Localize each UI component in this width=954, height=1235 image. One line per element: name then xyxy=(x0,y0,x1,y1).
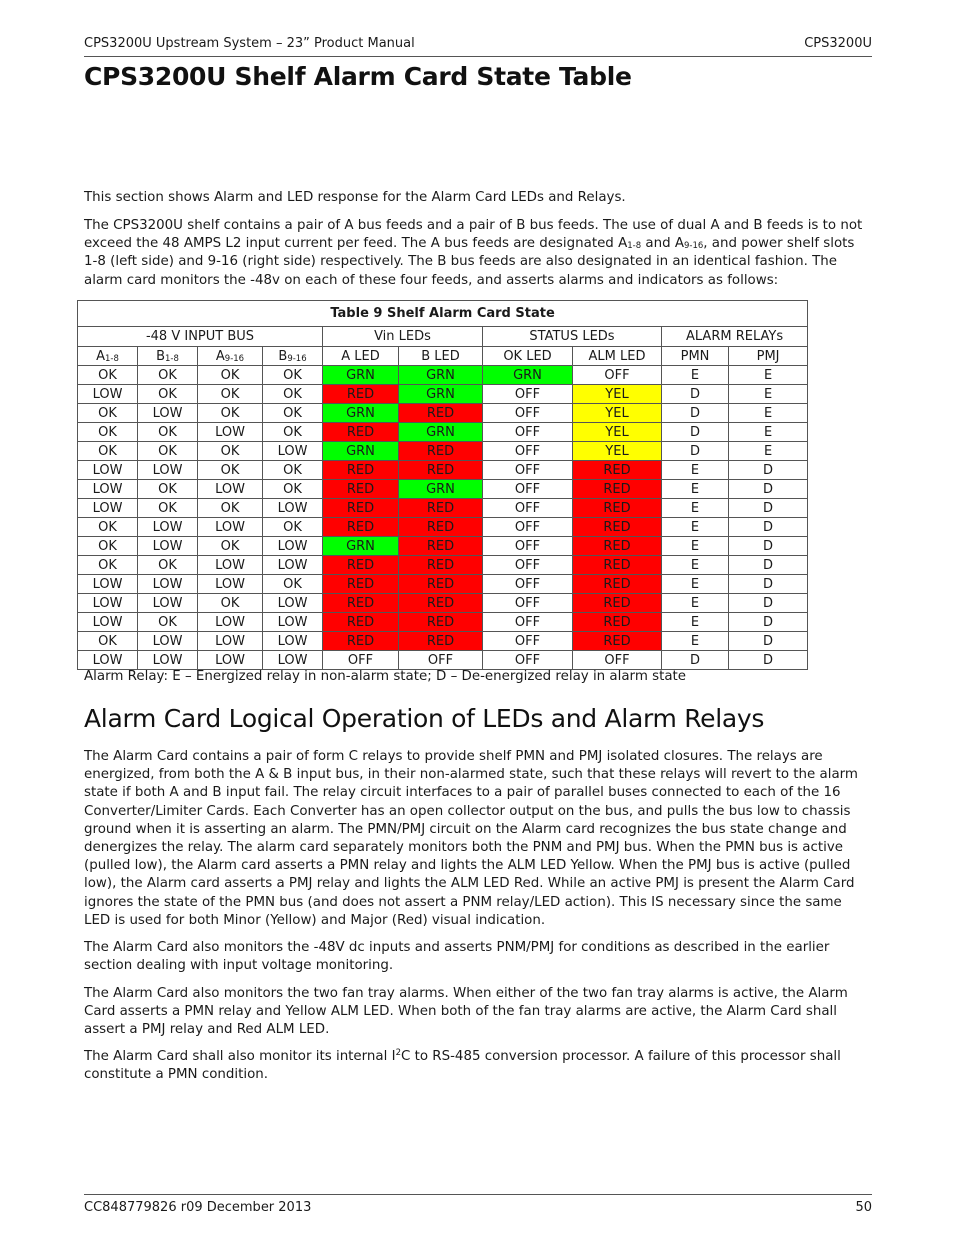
logic-paragraph-2: The Alarm Card also monitors the -48V dc inputs and asserts PNM/PMJ for conditions as described in the earlier section dealing with input voltage monitoring. xyxy=(84,940,830,974)
table-cell: OK xyxy=(78,442,138,461)
table-cell: YEL xyxy=(573,423,662,442)
column-header xyxy=(662,347,729,366)
column-header xyxy=(729,347,808,366)
table-cell: GRN xyxy=(323,366,399,385)
table-cell: OK xyxy=(198,385,263,404)
table-cell: GRN xyxy=(399,366,483,385)
table-cell: RED xyxy=(323,556,399,575)
footer-doc-id: CC848779826 r09 December 2013 xyxy=(84,1200,312,1215)
table-cell: RED xyxy=(573,537,662,556)
table-cell: YEL xyxy=(573,404,662,423)
table-cell: OFF xyxy=(483,442,573,461)
column-header xyxy=(138,347,198,366)
table-cell: OFF xyxy=(483,461,573,480)
table-cell: D xyxy=(729,651,808,670)
table-cell: RED xyxy=(399,404,483,423)
table-row xyxy=(78,575,808,594)
table-cell: OFF xyxy=(483,575,573,594)
group-status-leds: STATUS LEDs xyxy=(483,327,662,347)
table-cell: LOW xyxy=(78,575,138,594)
table-cell: OFF xyxy=(323,651,399,670)
table-cell: E xyxy=(662,613,729,632)
table-cell: LOW xyxy=(138,518,198,537)
column-header-label: PMJ xyxy=(756,348,780,364)
table-cell: E xyxy=(662,480,729,499)
table-cell: D xyxy=(729,613,808,632)
table-cell: LOW xyxy=(263,594,323,613)
column-header xyxy=(263,347,323,366)
table-cell: OK xyxy=(198,442,263,461)
table-cell: YEL xyxy=(573,385,662,404)
table-cell: LOW xyxy=(138,632,198,651)
column-header xyxy=(483,347,573,366)
table-cell: OK xyxy=(138,442,198,461)
table-cell: LOW xyxy=(263,556,323,575)
table-cell: YEL xyxy=(573,442,662,461)
table-cell: OFF xyxy=(483,651,573,670)
table-cell: D xyxy=(729,556,808,575)
table-cell: RED xyxy=(323,480,399,499)
table-cell: D xyxy=(729,537,808,556)
column-header-label: A xyxy=(96,348,105,364)
table-cell: RED xyxy=(399,613,483,632)
table-group-header-row xyxy=(78,327,808,347)
table-cell: RED xyxy=(399,442,483,461)
table-row xyxy=(78,461,808,480)
table-cell: RED xyxy=(573,613,662,632)
table-cell: E xyxy=(662,518,729,537)
table-cell: LOW xyxy=(198,613,263,632)
table-cell: D xyxy=(662,423,729,442)
table-row xyxy=(78,632,808,651)
table-cell: RED xyxy=(323,594,399,613)
table-cell: OK xyxy=(138,366,198,385)
table-cell: LOW xyxy=(138,651,198,670)
table-cell: LOW xyxy=(78,480,138,499)
logic-paragraph-4: The Alarm Card shall also monitor its internal $I^2C$ to RS-485 conversion processor. A failure of this processor shall constitute a PMN condition. xyxy=(84,1048,841,1083)
column-header xyxy=(78,347,138,366)
table-cell: LOW xyxy=(78,499,138,518)
column-header-label: ALM LED xyxy=(588,348,646,364)
table-cell: LOW xyxy=(78,651,138,670)
table-cell: RED xyxy=(323,632,399,651)
table-cell: OFF xyxy=(483,537,573,556)
table-row xyxy=(78,613,808,632)
table-row xyxy=(78,423,808,442)
table-cell: OK xyxy=(138,556,198,575)
group-alarm-relays: ALARM RELAYs xyxy=(662,327,808,347)
table-cell: OK xyxy=(138,499,198,518)
table-cell: GRN xyxy=(323,537,399,556)
column-header-subscript: 1-8 xyxy=(165,353,179,364)
table-cell: LOW xyxy=(138,575,198,594)
table-row xyxy=(78,404,808,423)
table-cell: E xyxy=(662,366,729,385)
table-cell: OK xyxy=(263,518,323,537)
table-row xyxy=(78,480,808,499)
footer-page-number: 50 xyxy=(855,1200,872,1215)
section-title-state-table: CPS3200U Shelf Alarm Card State Table xyxy=(84,62,632,91)
table-cell: LOW xyxy=(78,385,138,404)
column-header xyxy=(323,347,399,366)
table-cell: OK xyxy=(263,404,323,423)
column-header-label: B xyxy=(156,348,166,364)
table-cell: GRN xyxy=(399,385,483,404)
table-cell: D xyxy=(729,518,808,537)
table-cell: OK xyxy=(263,423,323,442)
table-cell: OK xyxy=(198,594,263,613)
table-row xyxy=(78,594,808,613)
table-cell: OFF xyxy=(483,556,573,575)
table-cell: D xyxy=(729,499,808,518)
table-cell: D xyxy=(729,480,808,499)
table-cell: E xyxy=(729,366,808,385)
table-cell: LOW xyxy=(138,537,198,556)
table-cell: RED xyxy=(399,537,483,556)
table-cell: OK xyxy=(198,366,263,385)
table-cell: RED xyxy=(573,632,662,651)
table-column-header-row xyxy=(78,347,808,366)
table-cell: LOW xyxy=(138,404,198,423)
table-cell: GRN xyxy=(323,442,399,461)
table-cell: D xyxy=(662,651,729,670)
column-header xyxy=(573,347,662,366)
table-cell: OK xyxy=(138,385,198,404)
table-cell: OFF xyxy=(483,423,573,442)
table-cell: RED xyxy=(573,575,662,594)
table-cell: LOW xyxy=(198,632,263,651)
table-cell: RED xyxy=(573,594,662,613)
table-caption: Table 9 Shelf Alarm Card State xyxy=(78,301,808,327)
table-cell: OK xyxy=(78,423,138,442)
table-cell: E xyxy=(729,385,808,404)
table-cell: LOW xyxy=(198,423,263,442)
table-cell: E xyxy=(662,461,729,480)
page-header xyxy=(84,36,872,57)
alarm-state-table xyxy=(77,300,808,670)
table-cell: OK xyxy=(78,518,138,537)
table-cell: LOW xyxy=(263,632,323,651)
table-cell: LOW xyxy=(198,651,263,670)
table-row xyxy=(78,537,808,556)
header-product: CPS3200U xyxy=(804,36,872,51)
table-row xyxy=(78,556,808,575)
table-cell: GRN xyxy=(399,423,483,442)
table-cell: OFF xyxy=(483,632,573,651)
table-cell: LOW xyxy=(263,613,323,632)
table-cell: LOW xyxy=(138,594,198,613)
table-cell: OFF xyxy=(483,385,573,404)
table-cell: RED xyxy=(323,461,399,480)
table-cell: LOW xyxy=(198,575,263,594)
intro-paragraph: This section shows Alarm and LED response for the Alarm Card LEDs and Relays. xyxy=(84,190,626,205)
table-cell: OFF xyxy=(483,613,573,632)
table-cell: GRN xyxy=(323,404,399,423)
table-body xyxy=(78,366,808,670)
table-cell: RED xyxy=(323,423,399,442)
table-cell: E xyxy=(662,537,729,556)
table-cell: E xyxy=(729,404,808,423)
table-cell: D xyxy=(729,594,808,613)
column-header-label: B xyxy=(278,348,288,364)
column-header-label: B LED xyxy=(421,348,460,364)
table-cell: RED xyxy=(399,594,483,613)
header-title: CPS3200U Upstream System – 23” Product Manual xyxy=(84,36,415,51)
table-cell: OK xyxy=(78,556,138,575)
table-cell: RED xyxy=(399,632,483,651)
table-cell: RED xyxy=(323,385,399,404)
table-cell: D xyxy=(662,385,729,404)
table-cell: OFF xyxy=(573,366,662,385)
table-cell: OK xyxy=(138,480,198,499)
section-title-logical-operation: Alarm Card Logical Operation of LEDs and Alarm Relays xyxy=(84,704,765,733)
table-cell: RED xyxy=(399,575,483,594)
relay-legend-note: Alarm Relay: E – Energized relay in non-alarm state; D – De-energized relay in alarm state xyxy=(84,669,687,684)
table-row xyxy=(78,518,808,537)
logic-paragraph-3: The Alarm Card also monitors the two fan tray alarms. When either of the two fan tray alarms is active, the Alarm Card asserts a PMN relay and Yellow ALM LED. When both of the fan tray alarms are active, the Alarm Card shall assert a PMJ relay and Red ALM LED. xyxy=(84,986,848,1038)
table-cell: RED xyxy=(323,499,399,518)
table-cell: D xyxy=(729,632,808,651)
table-cell: OFF xyxy=(573,651,662,670)
column-header-subscript: 9-16 xyxy=(287,353,307,364)
table-cell: RED xyxy=(573,480,662,499)
group-vin-leds: Vin LEDs xyxy=(323,327,483,347)
table-cell: OFF xyxy=(399,651,483,670)
column-header xyxy=(198,347,263,366)
table-cell: OK xyxy=(138,423,198,442)
logic-paragraph-1: The Alarm Card contains a pair of form C relays to provide shelf PMN and PMJ isolated closures. The relays are energized, from both the A & B input bus, in their non-alarmed state, such that these relays will revert to the alarm state if both A and B input fail. The relay circuit interfaces to a pair of parallel buses connected to each of the 16 Converter/Limiter Cards. Each Converter has an open collector output on the bus, and pulls the bus low to chassis ground when it is asserting an alarm. The PMN/PMJ circuit on the Alarm card recognizes the bus state change and denergizes the relay. The alarm card separately monitors both the PNM and PMJ bus. When the PMN bus is active (pulled low), the Alarm card asserts a PMN relay and lights the ALM LED Yellow. When the PMJ bus is active (pulled low), the Alarm card asserts a PMJ relay and lights the ALM LED Red. While an active PMJ is present the Alarm Card ignores the state of the PMN bus (and does not assert a PNM relay/LED action). This IS necessary since the same LED is used for both Minor (Yellow) and Major (Red) visual indication. xyxy=(84,749,858,928)
table-cell: RED xyxy=(399,499,483,518)
table-cell: RED xyxy=(399,556,483,575)
table-cell: OK xyxy=(198,537,263,556)
table-cell: RED xyxy=(323,518,399,537)
table-cell: D xyxy=(729,575,808,594)
table-cell: RED xyxy=(399,461,483,480)
table-cell: RED xyxy=(573,499,662,518)
feeds-paragraph: The CPS3200U shelf contains a pair of A bus feeds and a pair of B bus feeds. The use of dual A and B feeds is to not exceed the 48 AMPS L2 input current per feed. The A bus feeds are designated $A_{1-8}$ and $A_{9-16}$, and power shelf slots 1-8 (left side) and 9-16 (right side) respectively. The B bus feeds are also designated in an identical fashion. The alarm card monitors the -48v on each of these four feeds, and asserts alarms and indicators as follows: xyxy=(84,218,863,288)
table-cell: OK xyxy=(78,537,138,556)
table-cell: OFF xyxy=(483,594,573,613)
table-cell: GRN xyxy=(399,480,483,499)
table-cell: OK xyxy=(78,366,138,385)
column-header-label: A xyxy=(215,348,225,364)
table-cell: D xyxy=(662,442,729,461)
table-cell: RED xyxy=(573,461,662,480)
column-header-label: PMN xyxy=(680,348,710,364)
table-cell: RED xyxy=(573,556,662,575)
table-cell: LOW xyxy=(78,594,138,613)
table-cell: LOW xyxy=(198,518,263,537)
table-cell: OK xyxy=(138,613,198,632)
table-cell: LOW xyxy=(78,613,138,632)
table-cell: RED xyxy=(323,575,399,594)
table-cell: LOW xyxy=(198,480,263,499)
table-cell: LOW xyxy=(78,461,138,480)
table-cell: LOW xyxy=(138,461,198,480)
table-cell: LOW xyxy=(198,556,263,575)
page-footer xyxy=(84,1194,872,1219)
table-cell: E xyxy=(662,556,729,575)
table-cell: D xyxy=(729,461,808,480)
table-row xyxy=(78,442,808,461)
table-cell: E xyxy=(729,423,808,442)
table-cell: OK xyxy=(198,461,263,480)
table-cell: E xyxy=(729,442,808,461)
table-row xyxy=(78,385,808,404)
table-cell: OK xyxy=(263,461,323,480)
table-cell: LOW xyxy=(263,499,323,518)
table-cell: E xyxy=(662,499,729,518)
table-cell: RED xyxy=(399,518,483,537)
group-input-bus: -48 V INPUT BUS xyxy=(78,327,323,347)
table-cell: OK xyxy=(263,366,323,385)
table-cell: E xyxy=(662,575,729,594)
table-cell: RED xyxy=(573,518,662,537)
table-cell: D xyxy=(662,404,729,423)
table-cell: OK xyxy=(78,632,138,651)
table-cell: LOW xyxy=(263,442,323,461)
table-cell: OK xyxy=(198,404,263,423)
table-cell: E xyxy=(662,594,729,613)
table-cell: OK xyxy=(198,499,263,518)
table-cell: GRN xyxy=(483,366,573,385)
table-cell: LOW xyxy=(263,537,323,556)
table-cell: RED xyxy=(323,613,399,632)
table-cell: OFF xyxy=(483,518,573,537)
table-cell: LOW xyxy=(263,651,323,670)
table-row xyxy=(78,366,808,385)
table-row xyxy=(78,651,808,670)
table-cell: OK xyxy=(263,480,323,499)
column-header-subscript: 9-16 xyxy=(224,353,245,364)
table-cell: OFF xyxy=(483,499,573,518)
table-cell: OK xyxy=(263,575,323,594)
column-header xyxy=(399,347,483,366)
table-cell: OK xyxy=(78,404,138,423)
column-header-subscript: 1-8 xyxy=(105,353,119,364)
column-header-label: A LED xyxy=(341,348,380,364)
table-cell: OFF xyxy=(483,480,573,499)
table-row xyxy=(78,499,808,518)
table-cell: OK xyxy=(263,385,323,404)
table-cell: E xyxy=(662,632,729,651)
table-cell: OFF xyxy=(483,404,573,423)
column-header-label: OK LED xyxy=(503,348,552,364)
